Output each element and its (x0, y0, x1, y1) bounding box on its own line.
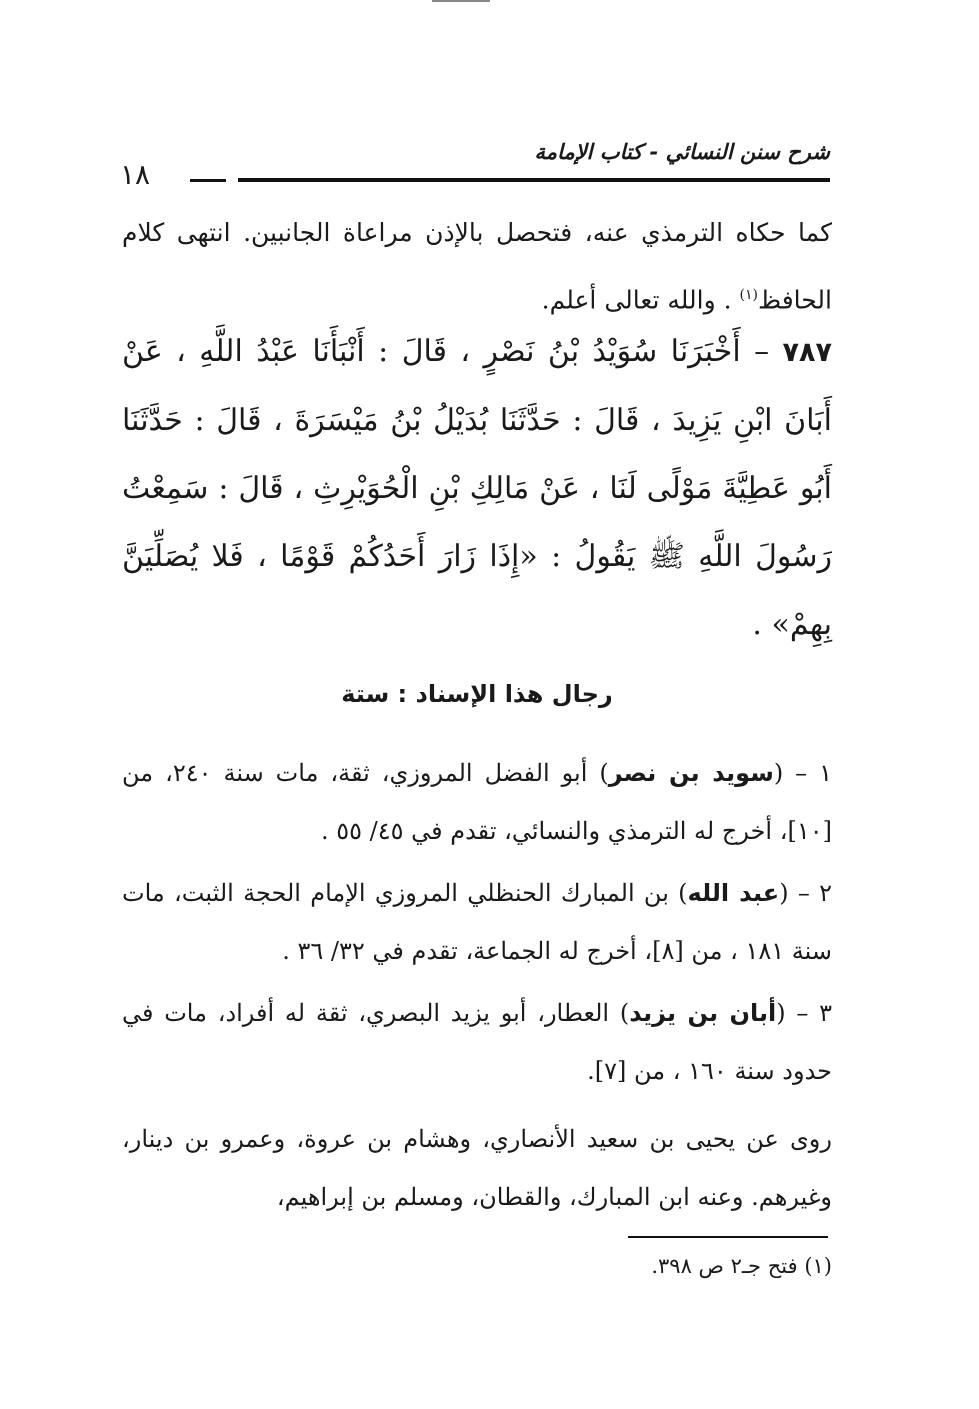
narrator-name: سويد بن نصر (608, 759, 774, 787)
narrator-name: عبد الله (687, 879, 780, 907)
scan-mark (432, 0, 490, 2)
narrator-continuation: روى عن يحيى بن سعيد الأنصاري، وهشام بن عروة، وعمرو بن دينار، وغيرهم. وعنه ابن المبارك، والقطان، ومسلم بن إبراهيم، (122, 1125, 832, 1211)
footnote-ref: (١) (739, 287, 758, 303)
narrator-entry (122, 864, 832, 980)
hadith-body: – أَخْبَرَنَا سُوَيْدُ بْنُ نَصْرٍ ، قَالَ : أَنْبَأَنَا عَبْدُ اللَّهِ ، عَنْ أَبَانَ ابْنِ يَزِيدَ ، قَالَ : حَدَّثَنَا بُدَيْلُ بْنُ مَيْسَرَةَ ، قَالَ : حَدَّثَنَا أَبُو عَطِيَّةَ مَوْلًى لَنَا ، عَنْ مَالِكِ بْنِ الْحُوَيْرِثِ ، قَالَ : سَمِعْتُ رَسُولَ اللَّهِ ﷺ يَقُولُ : «إِذَا زَارَ أَحَدُكُمْ قَوْمًا ، فَلا يُصَلِّيَنَّ بِهِمْ» . (122, 334, 832, 642)
narrator-prefix: ١ – ( (773, 759, 833, 787)
footnote-rule (628, 1236, 828, 1238)
narrator-details: ) أبو الفضل المروزي، ثقة، مات سنة ٢٤٠، من [١٠]، أخرج له الترمذي والنسائي، تقدم في ٤٥/ ٥٥ . (122, 759, 832, 845)
narrator-details: ) بن المبارك الحنظلي المروزي الإمام الحجة الثبت، مات سنة ١٨١ ، من [٨]، أخرج له الجماعة، تقدم في ٣٢/ ٣٦ . (122, 879, 832, 965)
intro-tail: . والله تعالى أعلم. (541, 285, 740, 315)
narrator-entry (122, 984, 832, 1100)
header-rule (238, 178, 830, 182)
narrator-name: أبان بن يزيد (629, 999, 777, 1027)
footnote: (١) فتح جـ٢ ص ٣٩٨. (651, 1254, 832, 1278)
narrator-prefix: ٣ – ( (776, 999, 832, 1027)
narrator-entry (122, 744, 832, 860)
header-dash (190, 179, 226, 182)
hadith-text (122, 318, 832, 659)
section-heading: رجال هذا الإسناد : ستة (341, 680, 613, 708)
narrator-details: ) العطار، أبو يزيد البصري، ثقة له أفراد، مات في حدود سنة ١٦٠ ، من [٧]. (122, 999, 832, 1085)
intro-text: كما حكاه الترمذي عنه، فتحصل بالإذن مراعاة الجانبين. انتهى كلام الحافظ (122, 218, 832, 315)
narrator-prefix: ٢ – ( (779, 879, 833, 907)
header-title: شرح سنن النسائي - كتاب الإمامة (534, 140, 830, 164)
page-number: ١٨ (120, 158, 151, 191)
hadith-number: ٧٨٧ (782, 337, 832, 368)
intro-paragraph (122, 202, 832, 331)
running-header (120, 140, 830, 190)
